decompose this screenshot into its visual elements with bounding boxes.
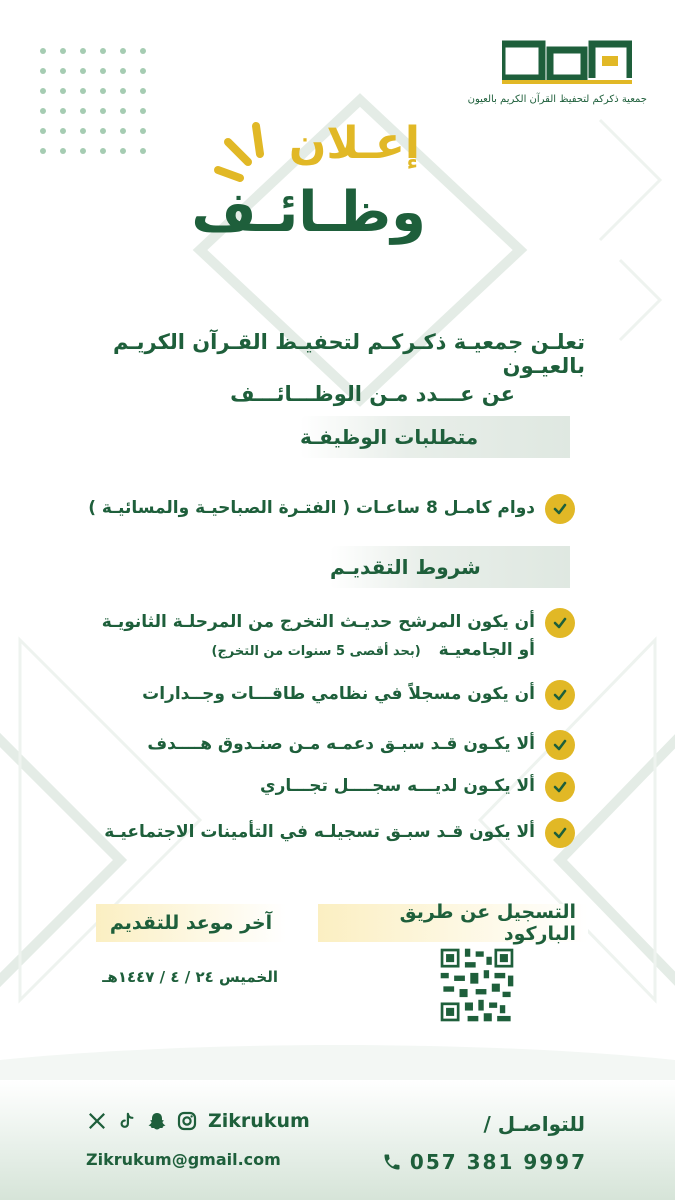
condition-item	[104, 818, 575, 848]
registration-label: التسجيل عن طريق الباركود	[318, 904, 588, 942]
condition-text-cont: أو الجامعيـة	[438, 640, 535, 660]
requirement-text: دوام كامـل 8 ساعـات ( الفتـرة الصباحيـة والمسائيـة )	[88, 498, 535, 518]
check-icon	[545, 730, 575, 760]
social-links	[86, 1110, 310, 1132]
tiktok-icon[interactable]	[116, 1110, 138, 1132]
requirements-heading: متطلبات الوظيفـة	[300, 416, 570, 458]
intro-text	[40, 330, 585, 406]
condition-item	[147, 730, 575, 760]
condition-text: ألا يكون قـد سبـق تسجيلـه في التأمينات الاجتماعيـة	[104, 822, 535, 842]
logo	[467, 36, 647, 105]
email-link[interactable]: Zikrukum@gmail.com	[86, 1150, 281, 1169]
instagram-icon[interactable]	[176, 1110, 198, 1132]
check-icon	[545, 680, 575, 710]
snapchat-icon[interactable]	[146, 1110, 168, 1132]
condition-note: (بحد أقصى 5 سنوات من التخرج)	[211, 644, 421, 659]
qr-code-icon[interactable]	[438, 946, 516, 1024]
intro-line-1: تعلـن جمعيـة ذكـركـم لتحفيـظ القـرآن الكريـم بالعيـون	[113, 330, 585, 378]
social-handle[interactable]: Zikrukum	[208, 1110, 310, 1132]
logo-mark-icon	[502, 36, 632, 86]
requirement-item	[88, 494, 575, 524]
phone-text: 057 381 9997	[409, 1150, 587, 1174]
x-icon[interactable]	[86, 1110, 108, 1132]
check-icon	[545, 818, 575, 848]
check-icon	[545, 608, 575, 638]
deadline-date: الخميس ٢٤ / ٤ / ١٤٤٧هـ	[102, 968, 278, 986]
title-jobs: وظـائـف	[191, 180, 426, 245]
condition-item	[102, 608, 575, 666]
condition-text: أن يكون المرشح حديـث التخرج من المرحلـة الثانويـة	[101, 612, 535, 632]
condition-text: أن يكون مسجلاً في نظامي طاقـــات وجــدارات	[142, 684, 535, 704]
phone-number[interactable]	[382, 1150, 587, 1174]
check-icon	[545, 772, 575, 802]
check-icon	[545, 494, 575, 524]
logo-caption: جمعية ذكركم لتحفيظ القرآن الكريم بالعيون	[467, 94, 647, 105]
dot-grid-decoration	[40, 48, 160, 168]
title-block	[191, 110, 470, 260]
condition-item	[260, 772, 575, 802]
conditions-heading: شروط التقديـم	[330, 546, 570, 588]
condition-item	[142, 680, 575, 710]
deadline-label: آخر موعد للتقديم	[96, 904, 286, 942]
title-announcement: إعـلان	[288, 118, 420, 169]
phone-icon	[382, 1152, 402, 1172]
intro-line-2: عن عـــدد مـن الوظـــائـــف	[230, 382, 515, 406]
footer	[0, 1080, 675, 1200]
condition-text: ألا يكـون لديـــه سجــــل تجـــاري	[260, 776, 535, 796]
condition-text: ألا يكـون قـد سبـق دعمـه مـن صنـدوق هــــدف	[147, 734, 535, 754]
contact-label: للتواصـل /	[483, 1112, 585, 1136]
